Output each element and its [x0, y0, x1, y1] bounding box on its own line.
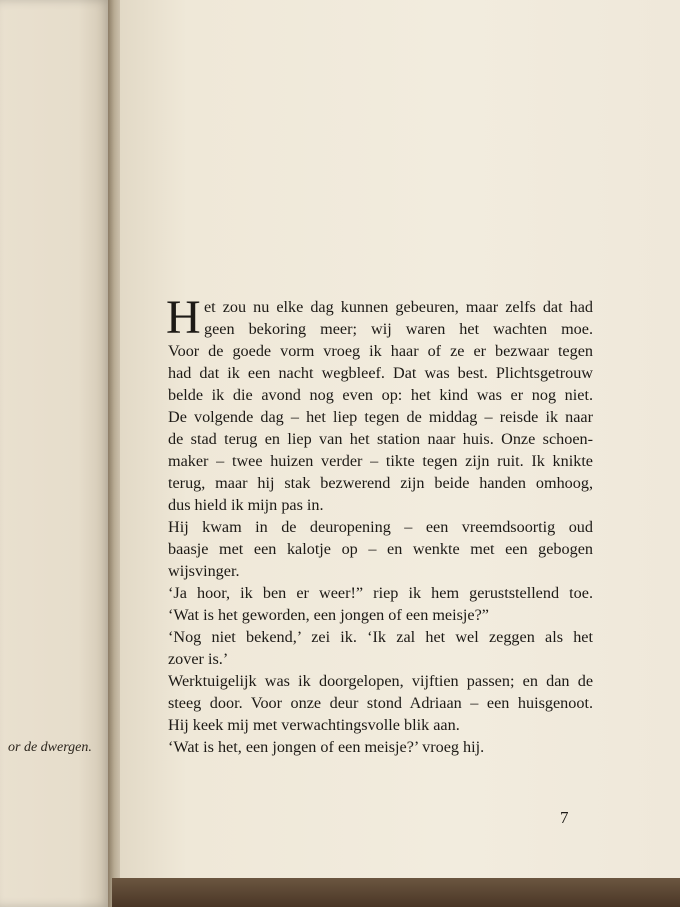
table-surface — [112, 878, 680, 907]
text-line: Werktuigelijk was ik doorgelopen, vijftien passen; en dan de — [168, 672, 593, 690]
drop-cap: H — [166, 291, 201, 344]
text-line: zover is.’ — [168, 650, 229, 668]
text-line: baasje met een kalotje op – en wenkte met een gebogen — [168, 540, 593, 558]
text-line: Hij keek mij met verwachtingsvolle blik aan. — [168, 716, 460, 734]
text-line: Hij kwam in de deuropening – een vreemdsoortig oud — [168, 518, 593, 536]
text-line: et zou nu elke dag kunnen gebeuren, maar zelfs dat had — [204, 298, 593, 316]
text-line: ‘Ja hoor, ik ben er weer!” riep ik hem geruststellend toe. — [168, 584, 593, 602]
text-line: belde ik die avond nog even op: het kind was er nog niet. — [168, 386, 593, 404]
bleed-through-text — [175, 40, 675, 271]
text-line: De volgende dag – het liep tegen de middag – reisde ik naar — [168, 408, 593, 426]
text-line: steeg door. Voor onze deur stond Adriaan – een huisgenoot. — [168, 694, 593, 712]
text-line: geen bekoring meer; wij waren het wachten moe. — [204, 320, 593, 338]
text-line: de stad terug en liep van het station naar huis. Onze schoen- — [168, 430, 593, 448]
text-line: had dat ik een nacht wegbleef. Dat was best. Plichtsgetrouw — [168, 364, 593, 382]
left-page-text-fragment: or de dwergen. — [8, 740, 92, 755]
text-line: maker – twee huizen verder – tikte tegen zijn ruit. Ik knikte — [168, 452, 593, 470]
text-line: ‘Wat is het geworden, een jongen of een meisje?” — [168, 606, 489, 624]
text-line: wijsvinger. — [168, 562, 240, 580]
text-line: ‘Wat is het, een jongen of een meisje?’ vroeg hij. — [168, 738, 485, 756]
page-number: 7 — [560, 808, 569, 827]
text-line: Voor de goede vorm vroeg ik haar of ze er bezwaar tegen — [168, 342, 593, 360]
text-line: terug, maar hij stak bezwerend zijn beide handen omhoog, — [168, 474, 593, 492]
text-line: ‘Nog niet bekend,’ zei ik. ‘Ik zal het wel zeggen als het — [168, 628, 593, 646]
left-page — [0, 0, 112, 907]
text-line: dus hield ik mijn pas in. — [168, 496, 324, 514]
body-text — [166, 291, 593, 758]
